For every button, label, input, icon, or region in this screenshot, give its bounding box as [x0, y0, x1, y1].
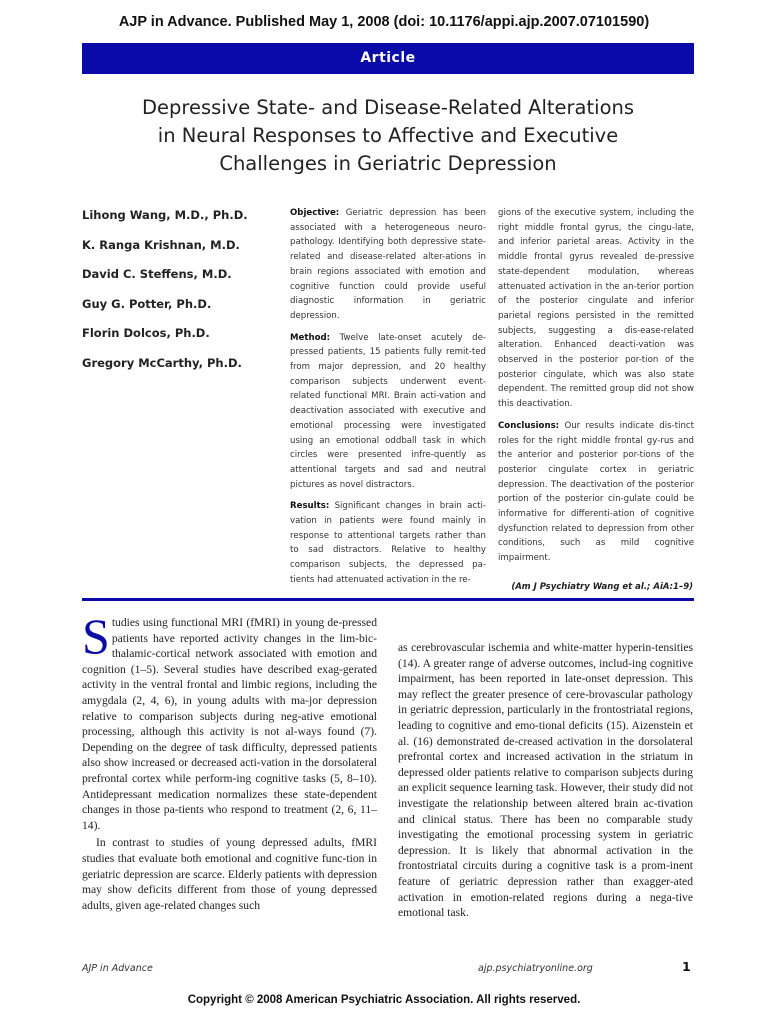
abstract-method [290, 331, 486, 493]
body-paragraph [82, 608, 377, 833]
author-name: David C. Steffens, M.D. [82, 267, 232, 282]
author-name: Florin Dolcos, Ph.D. [82, 326, 210, 341]
results-text: Significant changes in brain acti-vation in patients were found mainly in response to attentional targets rather than to sad distractors. Relative to healthy comparison subjects, the depressed pa-tients had attenuated activation in the re- [290, 501, 486, 585]
body-paragraph-text: tudies using functional MRI (fMRI) in young de-pressed patients have reported activity changes in the lim-bic-thalamic-cortical network associated with emotion and cognition (1–5). Several studies have described exag-gerated activity in the ventral frontal and limbic regions, including the amygdala (2, 4, 6), in young adults with ma-jor depression relative to comparison subjects during neg-ative emotional processing, although this activity is not al-ways found (7). Depending on the degree of task difficulty, depressed patients also show increased or decreased acti-vation in the dorsolateral prefrontal cortex while perform-ing cognitive tasks (5, 8–10). Antidepressant medication normalizes these state-dependent changes in those pa-tients who respond to treatment (2, 6, 11–14). [82, 616, 377, 832]
author-name: Lihong Wang, M.D., Ph.D. [82, 208, 248, 222]
title-line: in Neural Responses to Affective and Executive [157, 124, 619, 147]
page-number: 1 [682, 959, 691, 974]
author-list [82, 206, 272, 384]
body-paragraph: In contrast to studies of young depressed adults, fMRI studies that evaluate both emotional and cognitive func-tion in geriatric depression are scarce. Elderly patients with depression may show deficits different from those of young depressed adults, given age-related changes such [82, 836, 377, 912]
title-line: Depressive State- and Disease-Related Alterations [141, 96, 635, 119]
footer-url[interactable]: ajp.psychiatryonline.org [478, 963, 593, 974]
author-name: Guy G. Potter, Ph.D. [82, 296, 212, 311]
published-line: AJP in Advance. Published May 1, 2008 (doi: 10.1176/appi.ajp.2007.07101590) [118, 14, 650, 30]
conclusions-text: Our results indicate dis-tinct roles for the right middle frontal gy-rus and the anterior and posterior por-tions of the posterior cingulate cortex in geriatric depression. The deactivation of the posterior portion of the posterior cin-gulate could be informative for differenti-ation of cognitive dysfunction related to depression from other conditions, such as mild cognitive impairment. [498, 420, 694, 564]
abstract-results [290, 499, 486, 587]
abstract-conclusions [498, 419, 694, 566]
author-name: K. Ranga Krishnan, M.D. [82, 237, 240, 252]
method-text: Twelve late-onset acutely de-pressed patients, 15 patients fully remit-ted from major depression, and 20 healthy comparison subjects underwent event-related functional MRI. Brain acti-vation and deactivation associated with executive and emotional processing were investigated using an emotional oddball task in which circles were presented infre-quently as attentional targets and sad and neutral pictures as novel distractors. [290, 332, 486, 490]
body-paragraph: as cerebrovascular ischemia and white-matter hyperin-tensities (14). A greater range of adverse outcomes, includ-ing cognitive impairment, has been reported in late-onset depression. This may reflect the greater presence of cere-brovascular pathology in geriatric depression, particularly in the frontostriatal regions, leading to cognitive and emo-tional deficits (15). Aizenstein et al. (16) demonstrated de-creased activation in the dorsolateral prefrontal cortex and increased activation in the striatum in depressed older patients relative to comparison subjects during an explicit sequence learning task. However, their study did not investigate the relationship between altered brain ac-tivation and clinical status. There has been no comparable study investigating the emotional processing system in geriatric depression. It is likely that abnormal activation in the frontostriatal circuits during a cognitive task is a prom-inent feature of geriatric depression rather than exagger-ated activation in emotion-related regions during a nega-tive emotional task. [398, 641, 693, 920]
drop-cap: S [82, 608, 110, 664]
section-label-bar: Article [82, 43, 694, 74]
objective-text: Geriatric depression has been associated with a heterogeneous neuro-pathology. Identifying both depressive state-related and disease-related alter-ations in brain regions associated with emotion and cognitive function could provide useful diagnostic information in geriatric depression. [290, 208, 486, 321]
article-title [82, 94, 694, 178]
author-name: Gregory McCarthy, Ph.D. [82, 355, 242, 370]
section-divider [82, 598, 694, 601]
objective-label: Objective: [290, 208, 340, 218]
title-line: Challenges in Geriatric Depression [219, 152, 557, 175]
conclusions-label: Conclusions: [498, 420, 560, 431]
copyright-notice: Copyright © 2008 American Psychiatric Association. All rights reserved. [187, 994, 581, 1006]
abstract-column-right [498, 206, 694, 566]
abstract-column-left [290, 206, 486, 588]
results-label: Results: [290, 501, 330, 512]
citation-line: (Am J Psychiatry Wang et al.; AiA:1–9) [511, 582, 693, 592]
abstract-objective [290, 206, 486, 324]
body-column-right [398, 640, 693, 921]
body-column-left [82, 608, 377, 913]
footer-journal: AJP in Advance [82, 963, 153, 974]
abstract-results-continued: gions of the executive system, including the right middle frontal gyrus, the cingu-late, and inferior parietal areas. Activity in the middle frontal gyrus revealed de-pressive state-dependent modulation, whereas attenuated activation in the an-terior portion of the posterior cingulate and inferior parietal regions persisted in the remitted subjects, suggesting a dis-ease-related alteration. Enhanced deacti-vation was observed in the posterior por-tion of the posterior cingulate, which was also state dependent. The remitted group did not show this deactivation. [498, 208, 694, 410]
method-label: Method: [290, 332, 331, 343]
